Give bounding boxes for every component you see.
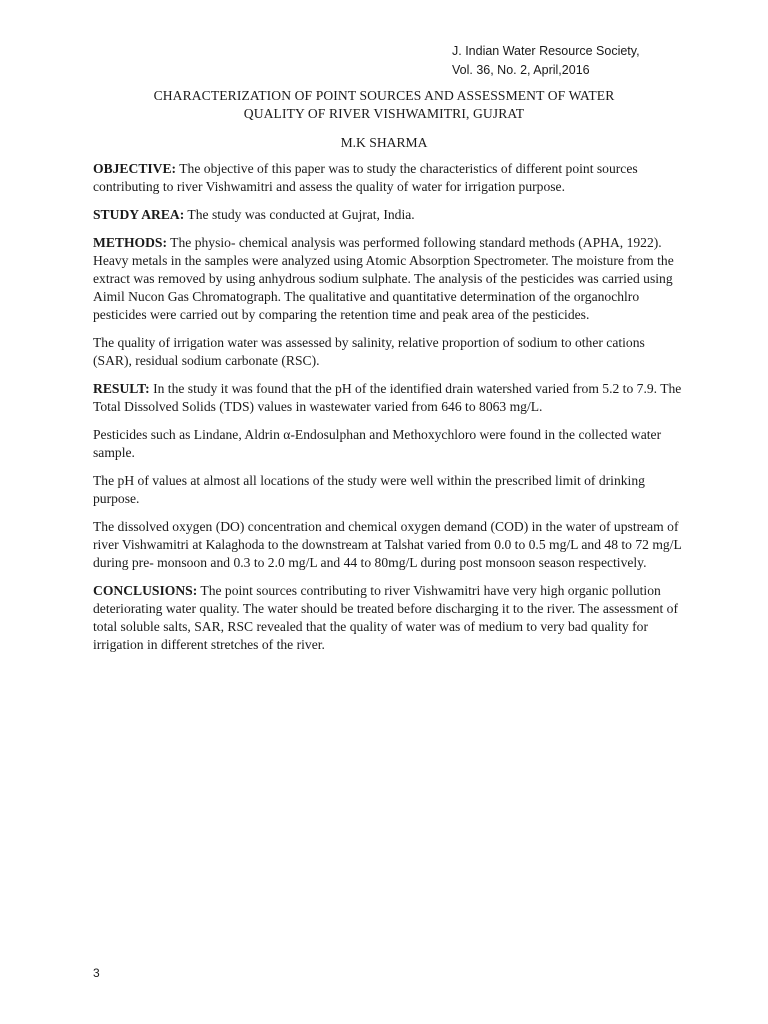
journal-citation <box>452 42 640 80</box>
paper-title-line-2: QUALITY OF RIVER VISHWAMITRI, GUJRAT <box>243 106 525 121</box>
conclusions-text: The point sources contributing to river Vishwamitri have very high organic pollution deteriorating water quality. The water should be treated before discharging it to the river. The assessment of total soluble salts, SAR, RSC revealed that the quality of water was of medium to very bad quality for irrigation in different stretches of the river. <box>93 582 678 653</box>
paper-title-line-1: CHARACTERIZATION OF POINT SOURCES AND ASSESSMENT OF WATER <box>153 88 615 103</box>
author-name: M.K SHARMA <box>340 135 428 150</box>
ph-paragraph: The pH of values at almost all locations of the study were well within the prescribed limit of drinking purpose. <box>93 472 645 507</box>
methods-label: METHODS: <box>93 234 168 250</box>
objective-label: OBJECTIVE: <box>93 161 177 176</box>
abstract-body <box>93 160 683 664</box>
journal-volume: Vol. 36, No. 2, April,2016 <box>452 63 590 77</box>
page-number: 3 <box>93 966 100 980</box>
study-area-paragraph <box>93 206 683 224</box>
dissolved-oxygen-paragraph: The dissolved oxygen (DO) concentration and chemical oxygen demand (COD) in the water of upstream of river Vishwamitri at Kalaghoda to the downstream at Talshat varied from 0.0 to 0.5 mg/L and 48 to 72 mg/L during pre- monsoon and 0.3 to 2.0 mg/L and 44 to 80mg/L during post monsoon season respectively. <box>93 518 682 571</box>
objective-paragraph <box>93 160 683 196</box>
methods-text: The physio- chemical analysis was performed following standard methods (APHA, 1922). Heavy metals in the samples were analyzed using Atomic Absorption Spectrometer. The moisture from the extract was removed by using anhydrous sodium sulphate. The analysis of the pesticides was carried using Aimil Nucon Gas Chromatograph. The qualitative and quantitative determination of the organochlro pesticides were carried out by comparing the retention time and peak area of the pesticides. <box>93 234 674 323</box>
result-paragraph <box>93 380 683 416</box>
methods-paragraph <box>93 234 683 325</box>
conclusions-label: CONCLUSIONS: <box>93 582 198 598</box>
result-text: In the study it was found that the pH of the identified drain watershed varied from 5.2 to 7.9. The Total Dissolved Solids (TDS) values in wastewater varied from 646 to 8063 mg/L. <box>93 381 682 415</box>
irrigation-paragraph: The quality of irrigation water was assessed by salinity, relative proportion of sodium to other cations (SAR), residual sodium carbonate (RSC). <box>93 335 645 369</box>
journal-name: J. Indian Water Resource Society, <box>452 44 640 58</box>
pesticides-paragraph: Pesticides such as Lindane, Aldrin α-Endosulphan and Methoxychloro were found in the collected water sample. <box>93 426 662 461</box>
conclusions-paragraph <box>93 582 683 655</box>
result-label: RESULT: <box>93 381 150 397</box>
paper-title <box>60 87 708 123</box>
study-area-label: STUDY AREA: <box>93 206 185 222</box>
study-area-text: The study was conducted at Gujrat, India. <box>184 206 415 222</box>
objective-text: The objective of this paper was to study the characteristics of different point sources contributing to river Vishwamitri and assess the quality of water for irrigation purpose. <box>93 161 638 195</box>
